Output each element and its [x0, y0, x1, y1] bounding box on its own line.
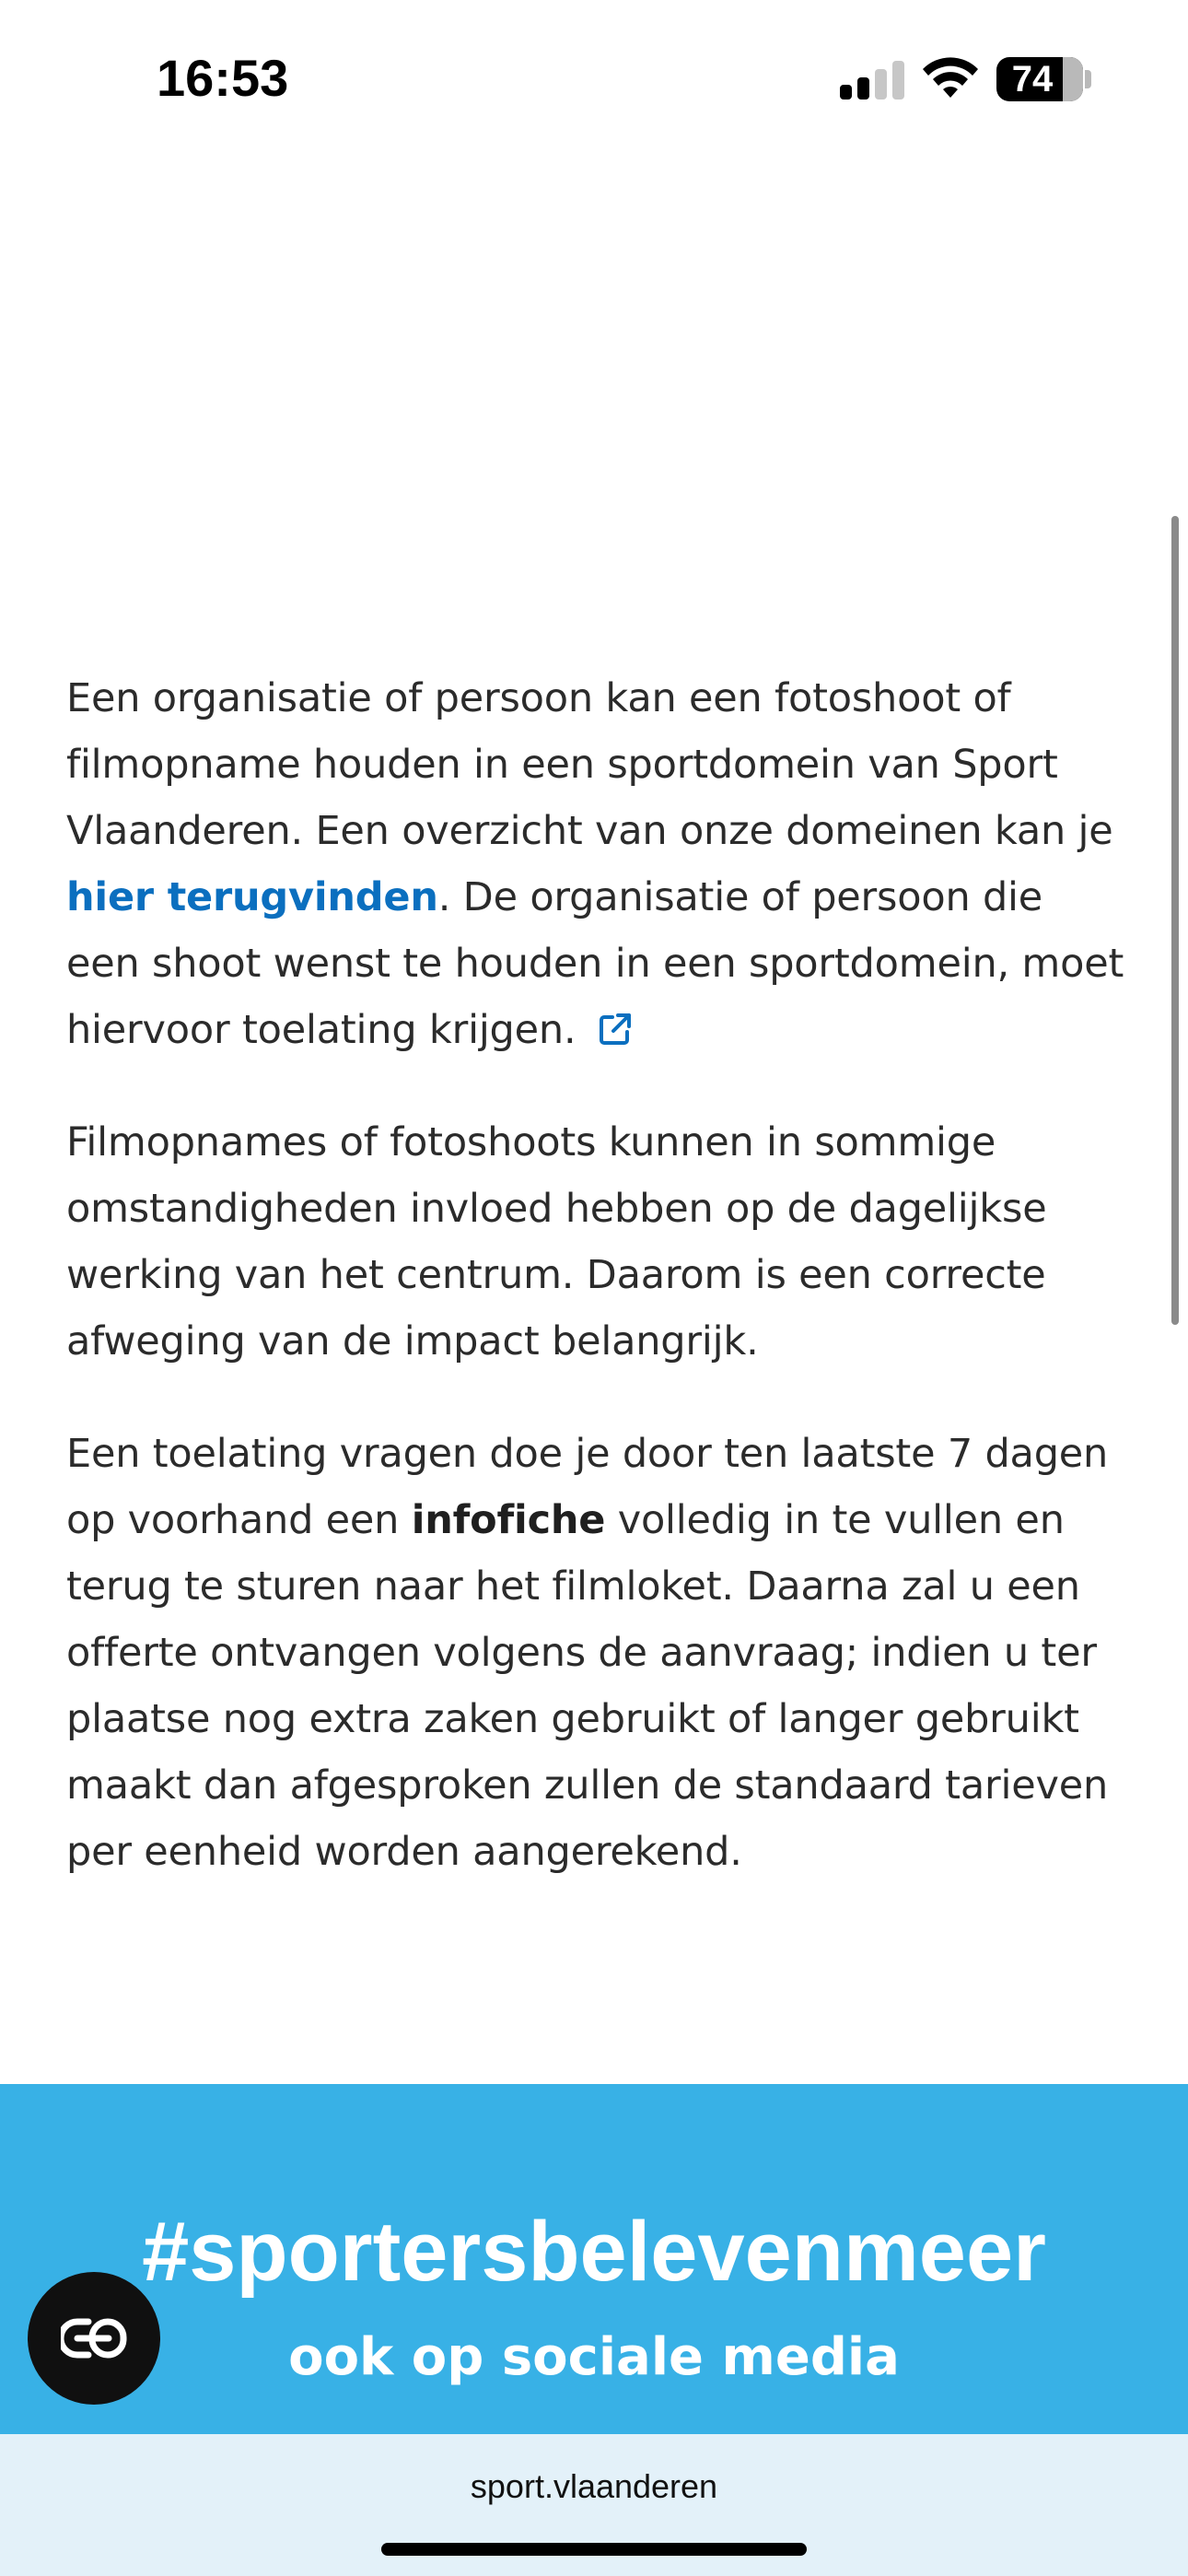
social-banner — [0, 2084, 1188, 2434]
paragraph-intro-text-b: . De organisatie of persoon die een shoot wenst te houden in een sportdomein, moet hiervoor toelating krijgen. — [66, 874, 1124, 1053]
paragraph-intro-text-a: Een organisatie of persoon kan een fotoshoot of filmopname houden in een sportdomein van Sport Vlaanderen. Een overzicht van onze domeinen kan je — [66, 675, 1113, 854]
infofiche-label: infofiche — [411, 1497, 606, 1543]
battery-level: 74 — [1011, 59, 1054, 100]
paragraph-request — [66, 1421, 1125, 1885]
paragraph-request-text-b: volledig in te vullen en terug te sturen naar het filmloket. Daarna zal u een offerte ontvangen volgens de aanvraag; indien u ter plaatse nog extra zaken gebruikt of langer gebruikt maakt dan afgesproken zullen de standaard tarieven per eenheid worden aangerekend. — [66, 1497, 1109, 1875]
banner-hashtag: #sportersbelevenmeer — [142, 2205, 1046, 2299]
domains-link[interactable]: hier terugvinden — [66, 874, 438, 920]
status-bar — [0, 0, 1188, 157]
paragraph-intro — [66, 665, 1125, 1063]
floating-action-button[interactable] — [28, 2272, 160, 2405]
paragraph-request-text-a: Een toelating vragen doe je door ten laatste 7 dagen op voorhand een — [66, 1431, 1109, 1543]
signal-icon — [840, 61, 904, 100]
wifi-icon — [921, 57, 980, 100]
browser-url-bar[interactable] — [0, 2434, 1188, 2576]
status-time: 16:53 — [157, 49, 289, 107]
home-indicator[interactable] — [381, 2543, 807, 2556]
external-link-icon[interactable] — [598, 1012, 633, 1047]
paragraph-impact: Filmopnames of fotoshoots kunnen in sommige omstandigheden invloed hebben op de dagelijkse werking van het centrum. Daarom is een correcte afweging van de impact belangrijk. — [66, 1119, 1047, 1364]
article-content — [66, 665, 1125, 1931]
url-text[interactable]: sport.vlaanderen — [470, 2467, 718, 2505]
glasses-icon — [61, 2316, 127, 2360]
battery-icon — [996, 57, 1083, 101]
page-scrollbar[interactable] — [1171, 516, 1179, 1325]
banner-subtitle: ook op sociale media — [288, 2327, 900, 2387]
battery-tip — [1085, 70, 1091, 88]
